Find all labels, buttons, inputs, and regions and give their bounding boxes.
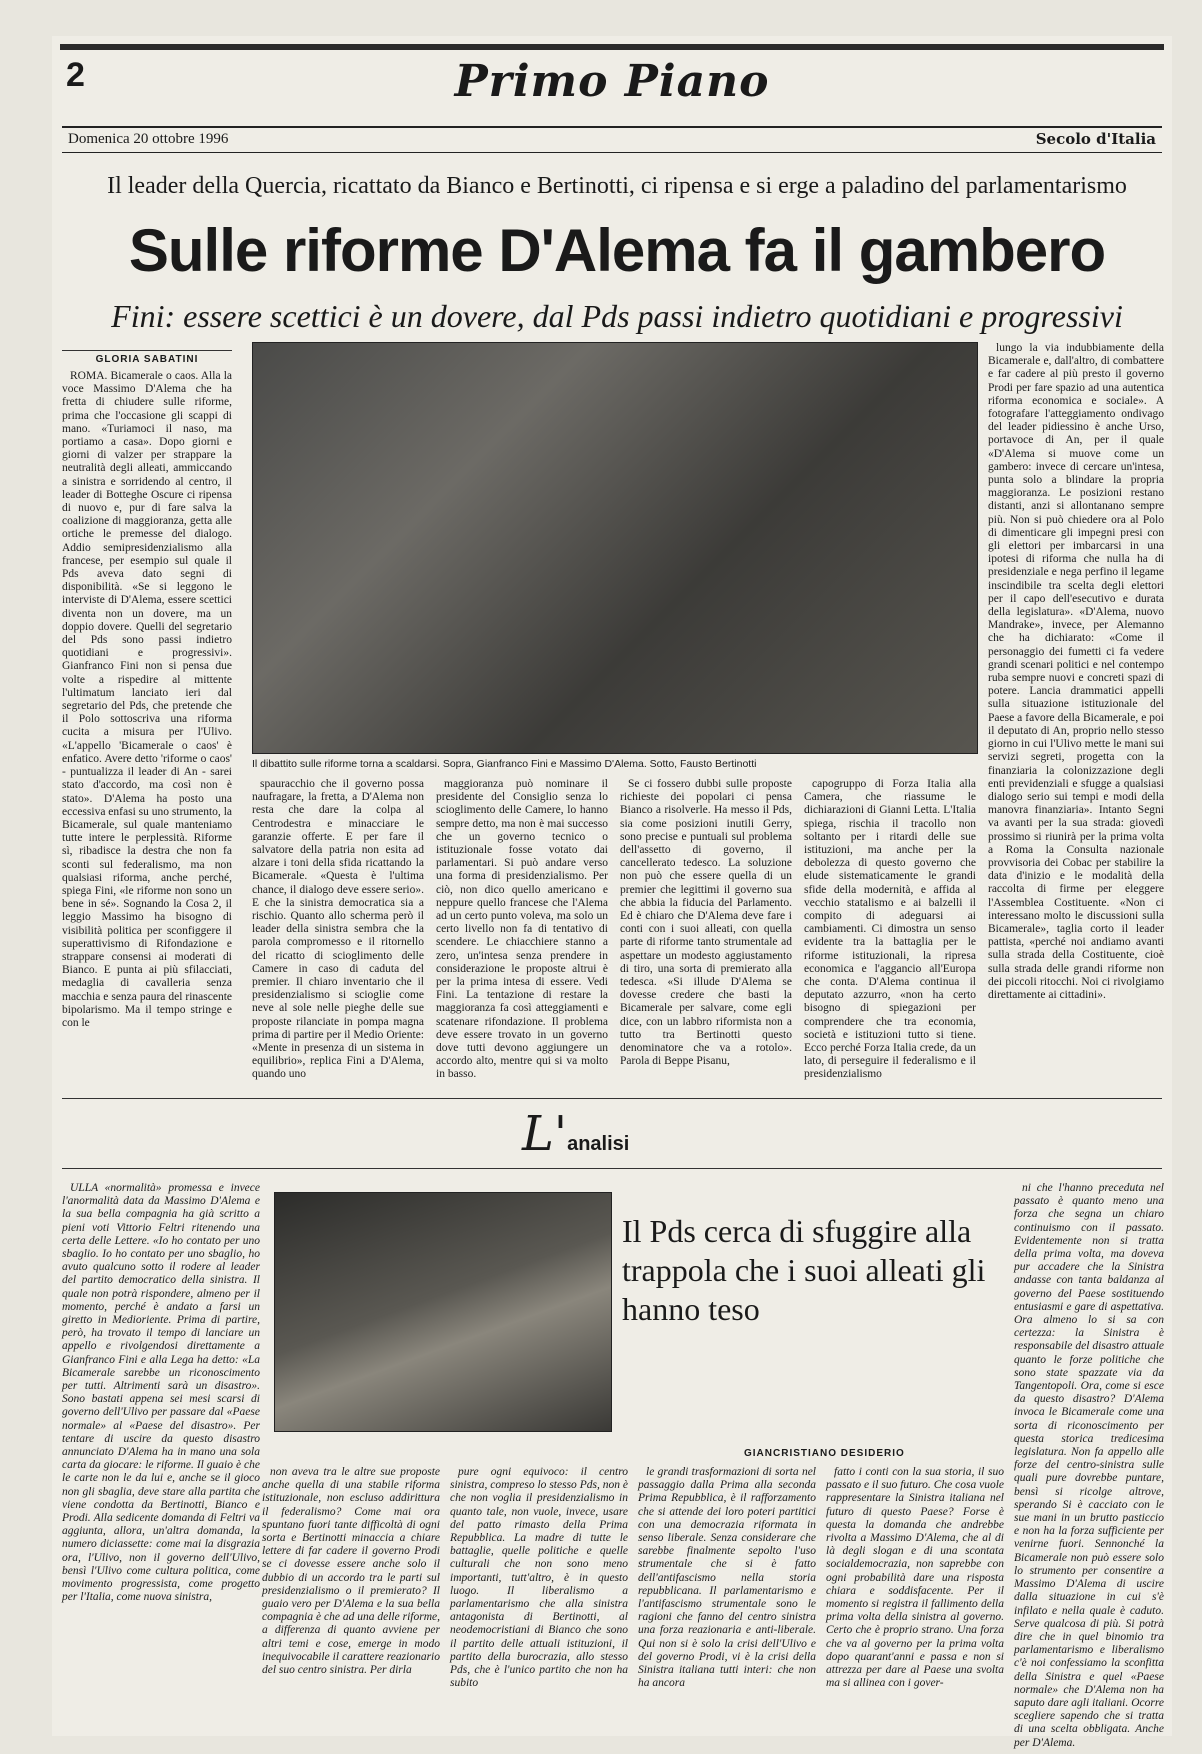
article-kicker: Il leader della Quercia, ricattato da Bianco e Bertinotti, ci ripensa e si erge a paladino del parlamentarismo	[107, 173, 1127, 199]
publication-name: Secolo d'Italia	[1035, 130, 1156, 148]
analisi-column-4: le grandi trasformazioni di sorta nel passaggio dalla Prima alla seconda Prima Repubblica, è il rafforzamento che si attende dei loro poteri partitici con una democrazia riformata in senso liberale. Senza considerare che sarebbe finalmente sepolto l'uso strumentale che si è fatto dell'antifascismo nella storia repubblicana. Il parlamentarismo e l'antifascismo strumentale sono le ragioni che fanno del centro sinistra una forza reazionaria e anti-liberale. Qui non si è solo la crisi dell'Ulivo e del governo Prodi, vi è la crisi della Sinistra italiana tutti interi: che non ha ancora	[638, 1466, 816, 1690]
page-number: 2	[66, 56, 85, 94]
analisi-column-3: pure ogni equivoco: il centro sinistra, compreso lo stesso Pds, non è che non voglia il presidenzialismo in quanto tale, non vuole, invece, usare del patto rimasto della Prima Repubblica. La madre di tutte le battaglie, quelle politiche e quelle culturali che non sono meno importanti, tutt'altro, è in questo luogo. Il liberalismo a parlamentarismo che alla sinistra antagonista di Bertinotti, al neodemocristiani di Bianco che sono il partito delle attuali istituzioni, il partito della burocrazia, allo stesso Pds, che è l'unico partito che non ha subito	[450, 1466, 628, 1690]
issue-date: Domenica 20 ottobre 1996	[68, 131, 229, 147]
top-rule	[60, 44, 1164, 50]
analisi-column-6: ni che l'hanno preceduta nel passato è quanto meno una forza che segna un chiaro continuismo con il passato. Evidentemente non si tratta della prima volta, ma doveva pur accadere che la Sinistra andasse con tanta baldanza al governo del Paese sostituendo entusiasmi e gare di aspettativa. Ora almeno lo si sa con certezza: la Sinistra è responsabile del disastro attuale quanto le forze politiche che sono state spazzate via da Tangentopoli. Ora, come si esce da questo disastro? D'Alema invoca le Bicamerale come una sorta di riconoscimento per questa storica tredicesima legislatura. Non fa appello alle forze del centro-sinistra sulle quali pure dovrebbe puntare, bensì si ricolge altrove, sperando Si è cacciato con le sue mani in un brutto pasticcio e non ha la forza sufficiente per venirne fuori. Sennonché la Bicamerale non può essere solo lo strumento per consentire a Massimo D'Alema di uscire dalla situazione in cui s'è infilato e nella quale è caduto. Serve qualcosa di più. Si potrà dire che in quel binomio tra parlamentarismo e liberalismo c'è noi confessiamo la sconfitta della Sinistra e quel «Paese normale» che D'Alema non ha saputo dare agli italiani. Ocorre scegliere sapendo che si tratta di una scelta obbligata. Anche per D'Alema.	[1014, 1182, 1164, 1749]
analisi-column-5: fatto i conti con la sua storia, il suo passato e il suo futuro. Che cosa vuole rappresentare la Sinistra italiana nel futuro di questo Paese? Forse è questa la domanda che andrebbe rivolta a Massimo D'Alema, che al di là degli slogan e di una scontata socialdemocrazia, non saprebbe con ogni probabilità dare una risposta chiara e soddisfacente. Per il momento si registra il fallimento della prima volta della sinistra al governo. Certo che è proprio strano. Una forza che va al governo per la prima volta dopo quarant'anni e passa e non si attrezza per dare al Paese una svolta ma si allinea con i gover-	[826, 1466, 1004, 1690]
dateline	[62, 126, 1162, 153]
analisi-divider	[62, 1168, 1162, 1169]
newspaper-page	[52, 36, 1172, 1749]
photo-caption: Il dibattito sulle riforme torna a scaldarsi. Sopra, Gianfranco Fini e Massimo D'Alema. Sotto, Fausto Bertinotti	[252, 758, 757, 770]
article-column-3: maggioranza può nominare il presidente del Consiglio senza lo scioglimento delle Camere, lo hanno sempre detto, ma non è mai successo che un governo tecnico o istituzionale fosse votato dai parlamentari. Si può andare verso una forma di presidenzialismo. Per ciò, non dico quello americano e neppure quello francese che l'Alema ad un certo punto voleva, ma solo un certo livello non fa di tentativo di scendere. Le chiacchiere stanno a zero, un'intesa senza prendere in considerazione le proposte altrui è per la prima intesa di essere. Vedi Fini. La tentazione di restare la maggioranza fa così atteggiamenti e scatenare rifondazione. Il problema deve essere trovato in un governo dove tutti devono aggiungere un accordo alto, mentre qui si va molto in basso.	[436, 778, 608, 1081]
analisi-label: L'analisi	[522, 1106, 630, 1162]
article-photo	[252, 342, 978, 754]
analisi-byline: GIANCRISTIANO DESIDERIO	[744, 1448, 905, 1459]
analisi-photo	[274, 1192, 612, 1432]
section-divider	[62, 1098, 1162, 1099]
article-column-2: spauracchio che il governo possa naufragare, la fretta, a D'Alema non resta che dare la colpa al Centrodestra e minacciare le garanzie offerte. E per fare il salvatore della patria non esita ad alzare i toni della sfida ricattando la Bicamerale. «Questa è l'ultima chance, il dialogo deve essere serio». E che la sinistra democratica sia a rischio. Quanto allo scherma però il leader della sinistra sembra che la parola compromesso e il ritornello del ricatto di scioglimento delle Camere in caso di caduta del premier. Il chiaro inventario che il presidenzialismo si scioglie come neve al sole nelle pieghe delle sue proposte rilanciate in pompa magna prima di partire per il Medio Oriente: «Mente in presenza di un sistema in equilibrio», replica Fini a D'Alema, quando uno	[252, 778, 424, 1081]
section-title: Primo Piano	[454, 56, 770, 107]
article-column-6: lungo la via indubbiamente della Bicamerale e, dall'altro, di combattere e far cadere al più presto il governo Prodi per fare spazio ad una autentica riforma economica e sociale». A fotografare l'atteggiamento ondivago del leader pidiessino è anche Urso, portavoce di An, per il quale «D'Alema si muove come un gambero: invece di cercare un'intesa, punta solo a blindare la propria maggioranza. Le posizioni restano distanti, anzi si allontanano sempre più. Non si può chiedere ora al Polo di dimenticare gli impegni presi con gli elettori per imbarcarsi in una ipotesi di riforma che nulla ha di presidenziale e nega perfino il legame inscindibile tra scelta degli elettori per il capo dell'esecutivo e durata della legislatura». «D'Alema, nuovo Mandrake», invece, per Alemanno che ha dichiarato: «Come il personaggio dei fumetti ci fa vedere grandi scenari politici e nel contempo ruba sempre nuovi e concreti spazi di potere. Lancia drammatici appelli sulla situazione istituzionale del Paese a favore della Bicamerale, e poi il deputato di An, proprio nello stesso giorno in cui l'Ulivo mette le mani sui servizi segreti, progetta con la finanziaria la colonizzazione degli enti previdenziali e sfugge a qualsiasi dialogo serio sui tempi e modi della manovra finanziaria». Intanto Segni va avanti per la sua strada: giovedì prossimo si riunirà per la prima volta a Roma la Consulta nazionale provvisoria dei Cobac per stabilire la data d'inizio e le modalità della raccolta di firme per eleggere l'Assemblea Costituente. «Non ci interessano molto le discussioni sulla Bicamerale», taglia corto il leader pattista, «perché noi andiamo avanti sulla strada della Costituente, cioè sulla strada delle grandi riforme non dei piccoli ritocchi. Noi ci rivolgiamo direttamente ai cittadini».	[988, 342, 1164, 1001]
article-column-1: ROMA. Bicamerale o caos. Alla la voce Massimo D'Alema che ha fretta di chiudere sulle riforme, prima che l'occasione gli scappi di mano. «Turiamoci il naso, ma portiamo a casa». Dopo giorni e giorni di valzer per strappare la neutralità degli alleati, ammiccando a sinistra e sorridendo al centro, il leader di Botteghe Oscure ci ripensa di nuovo e, pur di fare salva la coalizione di maggioranza, getta alle ortiche le premesse del dialogo. Addio semipresidenzialismo alla francese, per esempio sul quale il Pds aveva dato segni di disponibilità. «Se si leggono le interviste di D'Alema, essere scettici diventa non un dovere, ma un doppio dovere. Quelli del segretario del Pds sono passi indietro quotidiani e progressivi». Gianfranco Fini non si pensa due volte a rispedire al mittente l'ultimatum lanciato ieri dal segretario del Pds, che pretende che il Polo sottoscriva una riforma cucita a misura per l'Ulivo. «L'appello 'Bicamerale o caos' è enfatico. Avere detto 'riforme o caos' - puntualizza il leader di An - sarei stato d'accordo, ma così non è stato». D'Alema ha posto una eccessiva enfasi su uno strumento, la Bicamerale, sul quale manteniamo tutte intere le perplessità. Riforme sì, ribadisce la destra che non fa sconti sul federalismo, ma non qualsiasi riforma, anche perché, spiega Fini, «le riforme non sono un bene in sé». Sognando la Cosa 2, il leggio Massimo ha bisogno di visibilità politica per sconfiggere il superattivismo di Rifondazione e strappare consensi ai moderati di Bianco. E punta ai più sfilacciati, medaglia di cavalleria senza macchia e senza paura del rinascente bipolarismo. Ma il tempo stringe e con le	[62, 370, 232, 1029]
analisi-column-2: non aveva tra le altre sue proposte anche quella di una stabile riforma istituzionale, non escluso addirittura il federalismo? Come mai ora spuntano fuori tante difficoltà di ogni sorta e Bertinotti minaccia a chiare lettere di far cadere il governo Prodi se ci dovesse essere anche solo il dubbio di un accordo tra le parti sul presidenzialismo o il premierato? Il guaio vero per D'Alema e la sua bella compagnia è che ad una delle riforme, a differenza di quanto avviene per altri temi e cose, emerge in modo inequivocabile il carattere reazionario del suo centro sinistra. Per dirla	[262, 1466, 440, 1677]
article-column-4: Se ci fossero dubbi sulle proposte richieste dei popolari ci pensa Bianco a risolverle. Ha messo il Pds, sia come posizioni inutili Gerry, sono precise e puntuali sul problema dell'assetto di governo, il cancellerato tedesco. La soluzione non può che essere quella di un premier che legittimi il governo sua che abbia la fiducia del Parlamento. Ed è chiaro che D'Alema deve fare i conti con i suoi alleati, con quella parte di riforme tanto strumentale ad aspettare un modesto aggiustamento di tiro, una sorta di premierato alla tedesca. «Si illude D'Alema se dovesse credere che basti la Bicamerale per salvare, come egli dice, con un labbro riformista non a tutto tra Bertinotti questo denominatore che va a rotolo». Parola di Beppe Pisanu,	[620, 778, 792, 1068]
article-column-5: capogruppo di Forza Italia alla Camera, che riassume le dichiarazioni di Gianni Letta. L'Italia spiega, rischia il tracollo non soltanto per i ritardi delle sue istituzioni, ma anche per la debolezza di questo governo che elude sistematicamente le grandi sfide della modernità, e affida al vecchio statalismo e ai balzelli il compito di adeguarsi ai cambiamenti. Ci dimostra un senso evidente tra la battaglia per le riforme istituzionali, la ripresa economica e l'aggancio all'Europa che conta. D'Alema continua il deputato azzurro, «non ha certo bisogno di spiegazioni per comprendere che tra economia, società e istituzioni tutto si tiene. Ecco perché Forza Italia crede, da un lato, di perseguire il federalismo e il presidenzialismo	[804, 778, 976, 1081]
article-subhead: Fini: essere scettici è un dovere, dal Pds passi indietro quotidiani e progressivi	[111, 298, 1123, 334]
analisi-column-1: ULLA «normalità» promessa e invece l'anormalità data da Massimo D'Alema e la sua bella compagnia ha già scritto a pieni voti Vittorio Feltri ritenendo una certa delle Lettere. «Io ho contato per uno sbaglio. Io ho contato per uno sbaglio, ho avuto qualcuno sotto il rodere al leader del partito democratico della sinistra. Il quale non potrà rispondere, almeno per il momento, perché è andato a farsi un giretto in Medioriente. Prima di partire, però, ha trovato il tempo di lanciare un appello e rivolgendosi direttamente a Gianfranco Fini e alla Lega ha detto: «La Bicamerale sarebbe un riconoscimento per tutti. Altrimenti sarà un disastro». Sono bastati appena sei mesi scarsi di governo dell'Ulivo per passare dal «Paese normale» al «Paese del disastro». Per tentare di uscire da questo disastro annunciato D'Alema ha in mano una sola carta da giocare: le riforme. Il guaio è che le carte non le da lui e, anche se il gioco non gli sbaglia, deve stare alla partita che viene condotta da Bertinotti, Bianco e Prodi. Alla sedicente domanda di Feltri va aggiunta, allora, un'altra domanda, la numero diciassette: come mai la disgrazia ora, l'Ulivo, non il governo dell'Ulivo, bensì l'Ulivo come cultura politica, come movimento progressista, come progetto per l'Italia, come nuova sinistra,	[62, 1182, 260, 1604]
article-headline: Sulle riforme D'Alema fa il gambero	[128, 217, 1106, 284]
analisi-box-headline: Il Pds cerca di sfuggire alla trappola che i suoi alleati gli hanno teso	[622, 1213, 986, 1327]
article-byline: GLORIA SABATINI	[62, 350, 232, 365]
